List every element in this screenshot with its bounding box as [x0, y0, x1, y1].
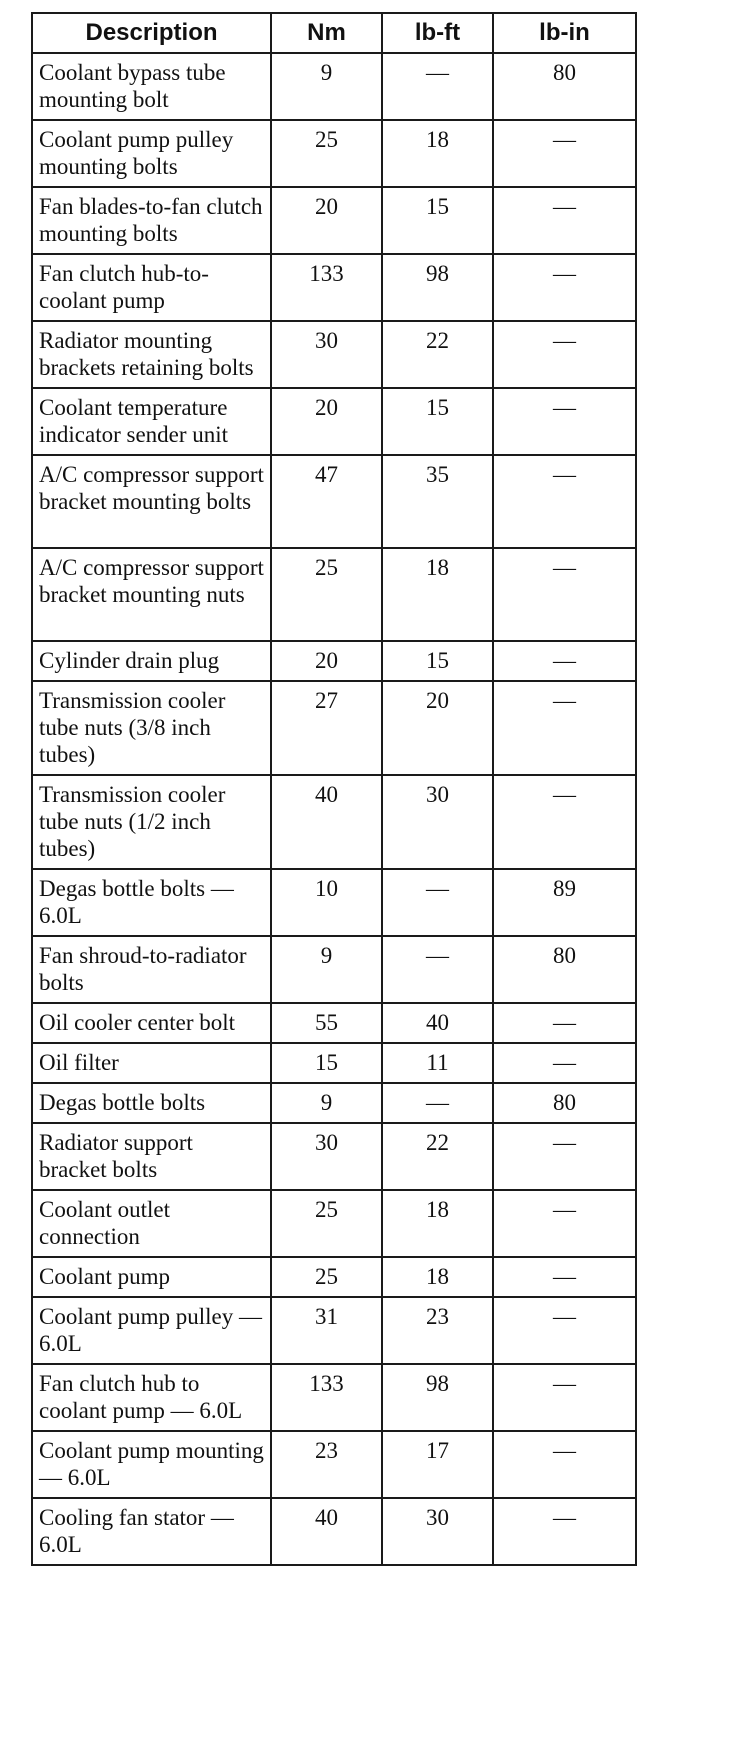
cell-lbft: 15 — [382, 187, 493, 254]
cell-lbin: — — [493, 1364, 636, 1431]
cell-nm: 31 — [271, 1297, 382, 1364]
cell-lbft: 22 — [382, 1123, 493, 1190]
cell-description: Coolant temperature indicator sender unit — [32, 388, 271, 455]
table-row — [32, 53, 636, 120]
cell-lbin: 80 — [493, 936, 636, 1003]
cell-description: Transmission cooler tube nuts (3/8 inch tubes) — [32, 681, 271, 775]
cell-lbin: — — [493, 641, 636, 681]
cell-nm: 133 — [271, 254, 382, 321]
table-row — [32, 1297, 636, 1364]
cell-lbin: — — [493, 681, 636, 775]
cell-nm: 30 — [271, 1123, 382, 1190]
cell-nm: 9 — [271, 53, 382, 120]
cell-lbft: 30 — [382, 1498, 493, 1565]
cell-description: Coolant bypass tube mounting bolt — [32, 53, 271, 120]
cell-lbin: — — [493, 775, 636, 869]
table-row — [32, 1364, 636, 1431]
table-row — [32, 254, 636, 321]
table-row — [32, 321, 636, 388]
table-row — [32, 187, 636, 254]
table-row — [32, 548, 636, 641]
cell-lbft: — — [382, 936, 493, 1003]
cell-lbft: 40 — [382, 1003, 493, 1043]
torque-spec-table — [31, 12, 637, 1566]
cell-lbin: — — [493, 1498, 636, 1565]
cell-nm: 27 — [271, 681, 382, 775]
cell-nm: 25 — [271, 1190, 382, 1257]
cell-nm: 47 — [271, 455, 382, 548]
cell-lbft: — — [382, 53, 493, 120]
cell-lbin: — — [493, 187, 636, 254]
cell-description: Oil cooler center bolt — [32, 1003, 271, 1043]
cell-description: Cooling fan stator — 6.0L — [32, 1498, 271, 1565]
cell-description: A/C compressor support bracket mounting nuts — [32, 548, 271, 641]
cell-nm: 20 — [271, 187, 382, 254]
table-header — [32, 13, 636, 53]
cell-description: Fan blades-to-fan clutch mounting bolts — [32, 187, 271, 254]
cell-lbin: — — [493, 1190, 636, 1257]
cell-nm: 25 — [271, 120, 382, 187]
cell-lbin: — — [493, 120, 636, 187]
cell-description: Coolant pump pulley — 6.0L — [32, 1297, 271, 1364]
header-row — [32, 13, 636, 53]
cell-nm: 20 — [271, 388, 382, 455]
header-description: Description — [32, 13, 271, 53]
table-row — [32, 775, 636, 869]
table-row — [32, 1431, 636, 1498]
table-row — [32, 1257, 636, 1297]
cell-description: Degas bottle bolts — [32, 1083, 271, 1123]
cell-lbft: 18 — [382, 120, 493, 187]
cell-lbin: 80 — [493, 53, 636, 120]
cell-lbft: — — [382, 869, 493, 936]
cell-nm: 20 — [271, 641, 382, 681]
cell-description: Fan shroud-to-radiator bolts — [32, 936, 271, 1003]
table-row — [32, 1190, 636, 1257]
table-row — [32, 455, 636, 548]
torque-spec-table-container — [31, 12, 635, 1566]
cell-lbft: 15 — [382, 388, 493, 455]
cell-lbft: 30 — [382, 775, 493, 869]
table-row — [32, 1498, 636, 1565]
cell-nm: 40 — [271, 775, 382, 869]
cell-lbft: — — [382, 1083, 493, 1123]
table-row — [32, 120, 636, 187]
cell-nm: 30 — [271, 321, 382, 388]
cell-lbin: 80 — [493, 1083, 636, 1123]
header-lbin: lb-in — [493, 13, 636, 53]
table-row — [32, 1123, 636, 1190]
cell-lbft: 20 — [382, 681, 493, 775]
cell-lbft: 11 — [382, 1043, 493, 1083]
cell-lbft: 17 — [382, 1431, 493, 1498]
table-row — [32, 936, 636, 1003]
cell-description: Oil filter — [32, 1043, 271, 1083]
table-row — [32, 388, 636, 455]
cell-description: Radiator support bracket bolts — [32, 1123, 271, 1190]
cell-lbft: 98 — [382, 254, 493, 321]
cell-nm: 10 — [271, 869, 382, 936]
cell-description: Cylinder drain plug — [32, 641, 271, 681]
table-row — [32, 1043, 636, 1083]
cell-description: Transmission cooler tube nuts (1/2 inch tubes) — [32, 775, 271, 869]
cell-nm: 133 — [271, 1364, 382, 1431]
cell-lbin: — — [493, 1431, 636, 1498]
table-row — [32, 681, 636, 775]
table-row — [32, 869, 636, 936]
cell-lbft: 23 — [382, 1297, 493, 1364]
cell-lbin: 89 — [493, 869, 636, 936]
cell-lbft: 22 — [382, 321, 493, 388]
cell-nm: 40 — [271, 1498, 382, 1565]
cell-lbin: — — [493, 455, 636, 548]
cell-description: Radiator mounting brackets retaining bolts — [32, 321, 271, 388]
cell-lbin: — — [493, 548, 636, 641]
cell-lbin: — — [493, 388, 636, 455]
header-nm: Nm — [271, 13, 382, 53]
cell-lbin: — — [493, 1123, 636, 1190]
table-row — [32, 1003, 636, 1043]
cell-lbft: 35 — [382, 455, 493, 548]
cell-description: Degas bottle bolts — 6.0L — [32, 869, 271, 936]
table-row — [32, 641, 636, 681]
cell-description: Coolant pump pulley mounting bolts — [32, 120, 271, 187]
cell-lbin: — — [493, 321, 636, 388]
cell-description: Coolant pump — [32, 1257, 271, 1297]
cell-description: Coolant pump mounting — 6.0L — [32, 1431, 271, 1498]
cell-nm: 15 — [271, 1043, 382, 1083]
table-body — [32, 53, 636, 1565]
cell-lbin: — — [493, 1043, 636, 1083]
cell-lbin: — — [493, 1297, 636, 1364]
cell-nm: 9 — [271, 1083, 382, 1123]
cell-lbft: 15 — [382, 641, 493, 681]
cell-description: Fan clutch hub to coolant pump — 6.0L — [32, 1364, 271, 1431]
cell-nm: 25 — [271, 548, 382, 641]
cell-lbft: 18 — [382, 1257, 493, 1297]
cell-nm: 25 — [271, 1257, 382, 1297]
cell-nm: 55 — [271, 1003, 382, 1043]
cell-nm: 23 — [271, 1431, 382, 1498]
cell-lbft: 18 — [382, 548, 493, 641]
cell-description: A/C compressor support bracket mounting bolts — [32, 455, 271, 548]
cell-lbin: — — [493, 254, 636, 321]
cell-nm: 9 — [271, 936, 382, 1003]
cell-lbin: — — [493, 1003, 636, 1043]
cell-lbin: — — [493, 1257, 636, 1297]
header-lbft: lb-ft — [382, 13, 493, 53]
cell-description: Coolant outlet connection — [32, 1190, 271, 1257]
cell-lbft: 18 — [382, 1190, 493, 1257]
table-row — [32, 1083, 636, 1123]
cell-description: Fan clutch hub-to-coolant pump — [32, 254, 271, 321]
cell-lbft: 98 — [382, 1364, 493, 1431]
